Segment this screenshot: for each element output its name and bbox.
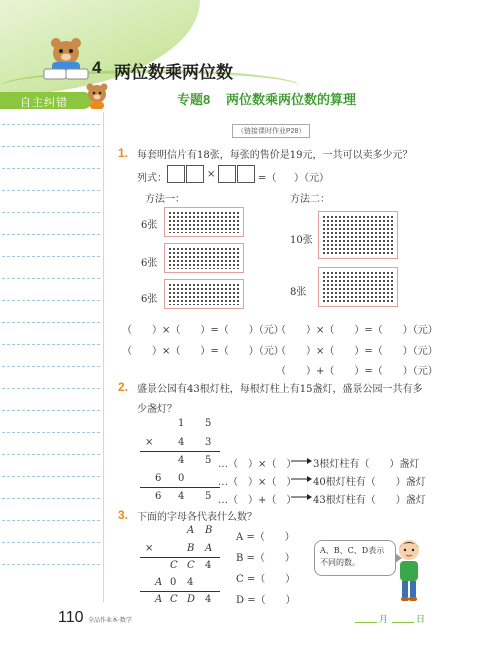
answer-box-4[interactable]: [237, 165, 255, 183]
q2-text-line2: 少盏灯？: [137, 404, 177, 415]
chapter-title: 两位数乘两位数: [114, 63, 233, 82]
speech-text: A、B、C、D表示不同的数。: [320, 546, 385, 567]
q2-r2-d2: 3: [205, 437, 212, 448]
side-tag-label: 自主纠错: [20, 97, 68, 109]
note-column: [0, 112, 102, 582]
answer-box-1[interactable]: [167, 165, 185, 183]
q1-formula-label: 列式：: [137, 173, 167, 184]
q2-r4-d2: 0: [178, 473, 185, 484]
day-label: 日: [416, 615, 426, 625]
eq-row-right-3: （ ）+（ ）=（ ）（元）: [276, 366, 438, 377]
q3-text: 下面的字母各代表什么数？: [137, 512, 257, 523]
q3-line-2: [140, 591, 220, 592]
eq-row-left-2: （ ）×（ ）=（ ）（元）: [122, 346, 284, 357]
arrow-icons: [290, 455, 312, 505]
answer-box-2[interactable]: [186, 165, 204, 183]
q2-r1-d2: 5: [205, 418, 212, 429]
q2-r3-d1: 4: [178, 455, 185, 466]
q1-number: 1.: [118, 146, 129, 160]
method-one-label: 方法一：: [145, 194, 185, 205]
m1-label-2: 6张: [141, 258, 158, 269]
eq-row-right-2: （ ）×（ ）=（ ）（元）: [276, 346, 438, 357]
q3-r2-op: ×: [145, 543, 154, 554]
q3-answer-d: D =（ ）: [236, 595, 296, 606]
q2-result-3: 43根灯柱有（ ）盏灯: [313, 495, 426, 506]
q2-r2-d1: 4: [178, 437, 185, 448]
page-number: 110: [58, 609, 84, 626]
q3-r3-d2: C: [187, 560, 195, 571]
day-blank[interactable]: [392, 622, 414, 623]
q1-unit: ）（元）: [294, 173, 329, 184]
q3-answer-b: B =（ ）: [236, 553, 295, 564]
bear-icon: [84, 82, 110, 110]
q2-note-1: …（ ）×（ ）: [218, 459, 297, 470]
chapter-number: 4: [92, 58, 102, 77]
q3-line-1: [140, 557, 220, 558]
q3-r5-d3: D: [187, 594, 196, 605]
q2-note-2: …（ ）×（ ）: [218, 477, 297, 488]
q3-r5-d4: 4: [205, 594, 212, 605]
q3-r4-d2: 0: [170, 577, 177, 588]
month-blank[interactable]: [355, 622, 377, 623]
eq-row-right-1: （ ）×（ ）=（ ）（元）: [276, 325, 438, 336]
q3-r2-d1: B: [187, 543, 195, 554]
m1-label-3: 6张: [141, 294, 158, 305]
q2-result-2: 40根灯柱有（ ）盏灯: [313, 477, 426, 488]
book-title: 全品作业本·数学: [88, 617, 132, 624]
dot-array-2: [164, 243, 244, 273]
q2-r5-d2: 4: [178, 491, 185, 502]
month-label: 月: [379, 615, 389, 625]
q1-text: 每套明信片有18张，每张的售价是19元，一共可以卖多少元？: [137, 150, 413, 161]
q2-r1-d1: 1: [178, 418, 185, 429]
dot-array-4: [318, 211, 398, 259]
q2-line-1: [140, 451, 220, 452]
q1-equals: =（: [258, 173, 277, 184]
q3-answer-c: C =（ ）: [236, 574, 296, 585]
q2-result-1: 3根灯柱有（ ）盏灯: [313, 459, 420, 470]
q2-number: 2.: [118, 380, 129, 394]
q2-r4-d1: 6: [155, 473, 162, 484]
q2-r5-d1: 6: [155, 491, 162, 502]
q3-r1-d1: A: [187, 525, 195, 536]
dot-array-3: [164, 279, 244, 309]
topic-label: 专题8: [177, 92, 211, 107]
q3-r5-d1: A: [155, 594, 163, 605]
q2-note-3: …（ ）+（ ）: [218, 495, 297, 506]
q3-r5-d2: C: [170, 594, 178, 605]
q2-text-line1: 盛景公园有43根灯柱，每根灯柱上有15盏灯，盛景公园一共有多: [137, 384, 423, 395]
m2-label-2: 8张: [290, 287, 307, 298]
q3-r3-d1: C: [170, 560, 178, 571]
m1-label-1: 6张: [141, 220, 158, 231]
q3-answer-a: A =（ ）: [236, 532, 295, 543]
q3-r2-d2: A: [205, 543, 213, 554]
q3-r4-d1: A: [155, 577, 163, 588]
q2-r2-op: ×: [145, 437, 154, 448]
q3-r4-d3: 4: [187, 577, 194, 588]
reading-bear-illustration: [40, 35, 92, 81]
q3-number: 3.: [118, 508, 129, 522]
link-note: （链接课时作业P28）: [232, 124, 310, 138]
eq-row-left-1: （ ）×（ ）=（ ）（元）: [122, 325, 284, 336]
q1-times: ×: [207, 169, 216, 180]
dot-array-5: [318, 267, 398, 307]
q3-r3-d3: 4: [205, 560, 212, 571]
q3-r1-d2: B: [205, 525, 213, 536]
topic-title: 两位数乘两位数的算理: [226, 92, 357, 107]
answer-box-3[interactable]: [218, 165, 236, 183]
column-divider: [103, 112, 104, 602]
q2-r3-d2: 5: [205, 455, 212, 466]
method-two-label: 方法二：: [290, 194, 330, 205]
m2-label-1: 10张: [290, 235, 313, 246]
boy-illustration: [392, 538, 426, 606]
q2-r5-d3: 5: [205, 491, 212, 502]
q2-line-2: [140, 487, 220, 488]
dot-array-1: [164, 207, 244, 237]
